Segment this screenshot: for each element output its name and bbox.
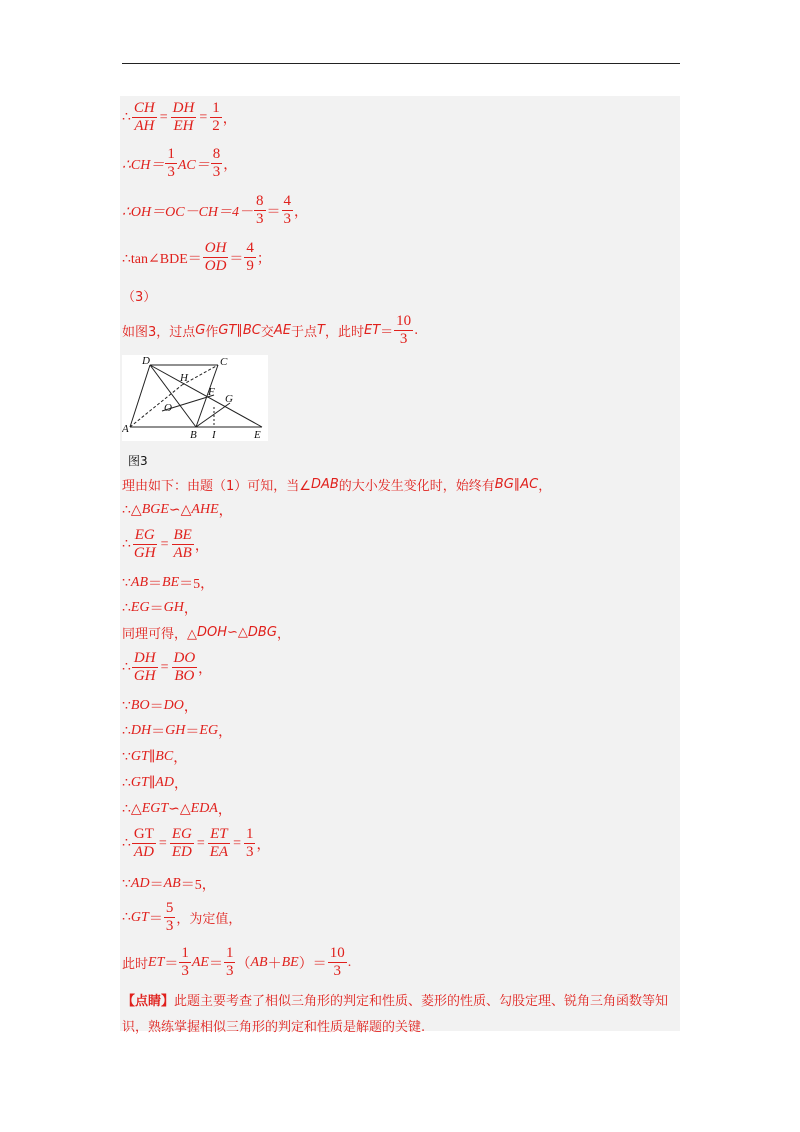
label-b: B — [190, 429, 197, 441]
line-oh-value: ∴OH＝OC－CH＝4－ $\frac{8}{3}$ ＝ $\frac{4}{3}$ ， — [122, 193, 309, 227]
line-ch-value: ∴CH＝ $\frac{1}{3}$ AC＝ $\frac{8}{3}$ ， — [122, 146, 238, 180]
line-bo-do: ∵ BO ＝ DO ， — [122, 698, 198, 715]
label-g: G — [225, 393, 233, 405]
geometry-diagram — [122, 355, 268, 441]
label-f: F — [208, 386, 215, 398]
key-point-note — [122, 989, 678, 1041]
line-eg-gh: ∴ EG ＝ GH ， — [122, 600, 198, 617]
line-dh-gh-eg: ∴ DH ＝ GH ＝ EG ， — [122, 723, 233, 740]
line-ratio-dh-gh: ∴ $\frac{DH}{GH}$ = $\frac{DO}{BO}$ ， — [122, 650, 213, 684]
line-ratio-gt-ad: ∴ $\frac{GT}{AD}$ = $\frac{EG}{ED}$ = $\frac{ET}{EA}$ = $\frac{1}{3}$ ， — [122, 826, 271, 860]
label-h: H — [180, 372, 188, 384]
line-gt-parallel-bc: ∵ GT ∥ BC ， — [122, 749, 188, 766]
line-gt-parallel-ad: ∴ GT ∥ AD ， — [122, 775, 188, 792]
label-d: D — [142, 355, 150, 367]
label-e: E — [254, 429, 261, 441]
line-ratio-ch-ah: ∴ $\frac{CH}{AH}$ = $\frac{DH}{EH}$ = $\frac{1}{2}$ ， — [122, 100, 237, 134]
line-gt-value: ∴ GT ＝ $\frac{5}{3}$ ，为定值， — [122, 900, 242, 934]
part-3-label: （3） — [122, 290, 157, 305]
label-o: O — [164, 402, 172, 414]
figure-3 — [122, 355, 268, 441]
line-ab-be: ∵ AB ＝ BE ＝5， — [122, 575, 215, 592]
header-rule — [122, 63, 680, 64]
line-similar-bge-ahe: ∴△ BGE ∽△ AHE ， — [122, 502, 233, 519]
line-similar-doh-dbg: 同理可得，△ DOH ∽△ DBG ， — [122, 625, 290, 642]
line-tan-bde: ∴tan∠BDE＝ $\frac{OH}{OD}$ ＝ $\frac{4}{9}$ ； — [122, 240, 271, 274]
note-tag: 【点睛】 — [122, 994, 175, 1009]
line-ad-ab: ∵ AD ＝ AB ＝5， — [122, 876, 216, 893]
line-ratio-eg-gh: ∴ $\frac{EG}{GH}$ = $\frac{BE}{AB}$ ， — [122, 527, 209, 561]
note-text: 此题主要考查了相似三角形的判定和性质、菱形的性质、勾股定理、锐角三角函数等知识，熟练掌握相似三角形的判定和性质是解题的关键. — [122, 994, 669, 1035]
line-figure-3-intro: 如图3，过点 G 作 GT ∥ BC 交 AE 于点 T ，此时 ET ＝ $\frac{10}{3}$ . — [122, 313, 419, 347]
line-reason: 理由如下：由题（1）可知，当∠ DAB 的大小发生变化时，始终有 BG ∥ AC ， — [122, 477, 552, 494]
label-a: A — [122, 423, 129, 435]
line-et-value: 此时 ET ＝ $\frac{1}{3}$ AE ＝ $\frac{1}{3}$ （ AB ＋ BE ）＝ $\frac{10}{3}$ . — [122, 945, 352, 979]
line-similar-egt-eda: ∴△ EGT ∽△ EDA ， — [122, 801, 232, 818]
label-c: C — [220, 356, 228, 368]
label-i: I — [212, 429, 216, 441]
figure-caption: 图3 — [128, 454, 148, 468]
